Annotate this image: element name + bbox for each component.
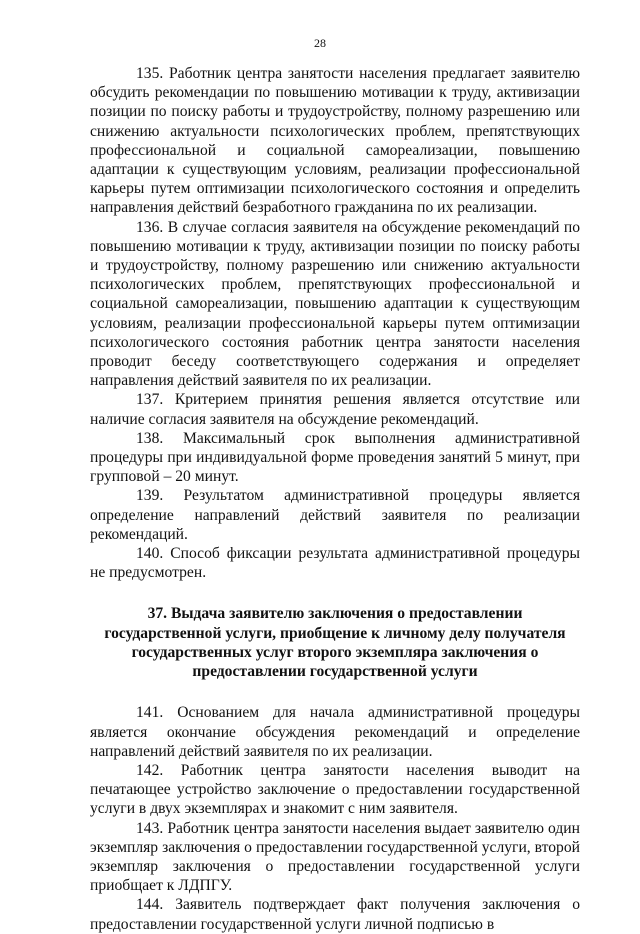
- paragraph-143: 143. Работник центра занятости населения выдает заявителю один экземпляр заключения о предоставлении государственной услуги, второй экземпляр заключения о предоставлении государственной услуги приобщает к ЛДПГУ.: [90, 819, 580, 895]
- paragraph-135: 135. Работник центра занятости населения предлагает заявителю обсудить рекомендации по повышению мотивации к труду, активизации позиции по поиску работы и трудоустройству, полному разрешению или снижению актуальности психологических проблем, препятствующих профессиональной и социальной самореализации, повышению адаптации к существующим условиям, реализации профессиональной карьеры путем оптимизации психологического состояния и определить направления действий безработного гражданина по их реализации.: [90, 65, 580, 217]
- paragraph-144: 144. Заявитель подтверждает факт получения заключения о предоставлении государственной услуги личной подписью в: [90, 896, 580, 933]
- paragraph-141: 141. Основанием для начала административной процедуры является окончание обсуждения рекомендаций и определение направлений действий заявителя по их реализации.: [90, 704, 580, 760]
- paragraph-140: 140. Способ фиксации результата административной процедуры не предусмотрен.: [90, 545, 580, 582]
- paragraph-137: 137. Критерием принятия решения является отсутствие или наличие согласия заявителя на обсуждение рекомендаций.: [90, 391, 580, 428]
- paragraph-136: 136. В случае согласия заявителя на обсуждение рекомендаций по повышению мотивации к труду, активизации позиции по поиску работы и трудоустройству, полному разрешению или снижению актуальности психологических проблем, препятствующих профессиональной и социальной самореализации, повышению адаптации к существующим условиям, реализации профессиональной карьеры путем оптимизации психологического состояния работник центра занятости населения проводит беседу соответствующего содержания и определяет направления действий заявителя по их реализации.: [90, 218, 580, 390]
- page-number: 28: [314, 36, 326, 50]
- paragraph-142: 142. Работник центра занятости населения выводит на печатающее устройство заключение о предоставлении государственной услуги в двух экземплярах и знакомит с ним заявителя.: [90, 761, 580, 818]
- page-content: [90, 64, 580, 934]
- section-heading: 37. Выдача заявителю заключения о предоставлении государственной услуги, приобщение к личному делу получателя государственных услуг второго экземпляра заключения о предоставлении государственной услуги: [104, 605, 566, 681]
- paragraph-138: 138. Максимальный срок выполнения административной процедуры при индивидуальной форме проведения занятий 5 минут, при групповой – 20 минут.: [90, 429, 580, 486]
- paragraph-139: 139. Результатом административной процедуры является определение направлений действий заявителя по реализации рекомендаций.: [90, 487, 580, 543]
